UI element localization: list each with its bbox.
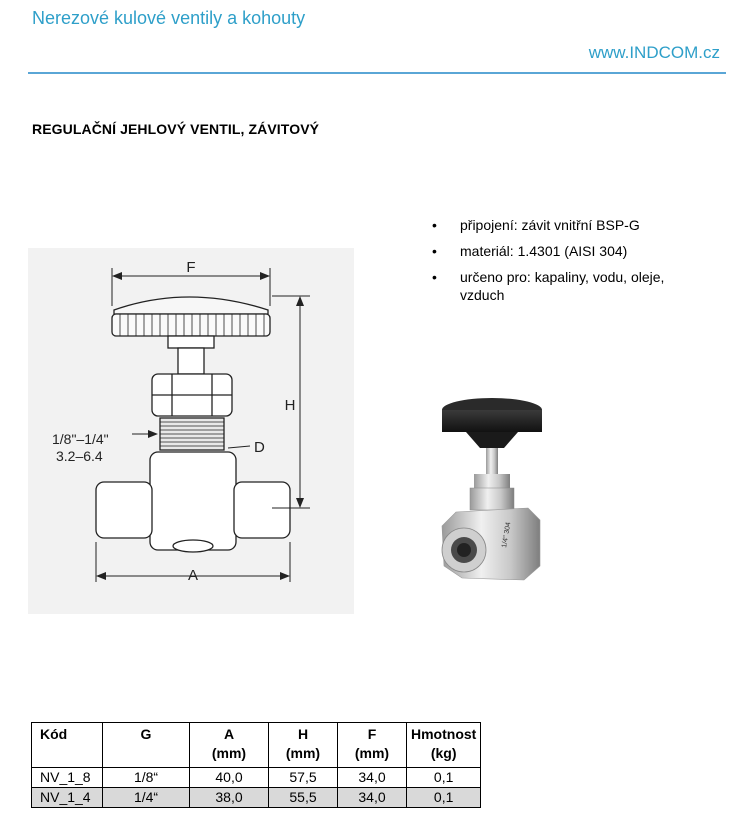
technical-drawing	[28, 248, 354, 614]
feature-item: • určeno pro: kapaliny, vodu, oleje, vzduch	[430, 268, 700, 304]
dimension-label-f: F	[186, 259, 196, 276]
header-cell-kod	[32, 723, 103, 768]
header-cell-f	[338, 723, 407, 768]
dimension-label-d: D	[254, 439, 265, 456]
header-title: Nerezové kulové ventily a kohouty	[32, 8, 306, 28]
dimension-range-inch: 1/8"–1/4"	[52, 431, 109, 447]
photo-marking: 1/4" 304	[501, 521, 513, 549]
cell-h: 55,5	[269, 788, 338, 808]
table-header-row	[32, 723, 481, 768]
cell-f: 34,0	[338, 768, 407, 788]
table-row	[32, 788, 481, 808]
cell-kod: NV_1_8	[32, 768, 103, 788]
specs-table	[31, 722, 481, 808]
cell-weight: 0,1	[407, 768, 481, 788]
dimension-label-h: H	[284, 397, 296, 414]
header-unit: (mm)	[211, 745, 247, 761]
header-unit: (mm)	[354, 745, 390, 761]
cell-a: 40,0	[190, 768, 269, 788]
product-photo	[428, 388, 553, 588]
cell-h: 57,5	[269, 768, 338, 788]
product-title: REGULAČNÍ JEHLOVÝ VENTIL, ZÁVITOVÝ	[32, 121, 320, 137]
cell-f: 34,0	[338, 788, 407, 808]
header-url[interactable]: www.INDCOM.cz	[588, 43, 720, 62]
header-cell-weight	[407, 723, 481, 768]
dimension-range-mm: 3.2–6.4	[56, 448, 103, 464]
cell-weight: 0,1	[407, 788, 481, 808]
cell-a: 38,0	[190, 788, 269, 808]
header-label: Hmotnost	[411, 726, 477, 742]
header-label: A	[223, 726, 235, 742]
cell-g: 1/8“	[103, 768, 190, 788]
dimension-label-a: A	[187, 567, 199, 584]
header-unit: (mm)	[285, 745, 321, 761]
header-cell-h	[269, 723, 338, 768]
header-unit: (kg)	[430, 745, 457, 761]
header-divider	[28, 72, 726, 74]
cell-g: 1/4“	[103, 788, 190, 808]
header-label: H	[297, 726, 309, 742]
header-label: F	[367, 726, 377, 742]
feature-item: • materiál: 1.4301 (AISI 304)	[430, 242, 700, 260]
header-cell-g	[103, 723, 190, 768]
cell-kod: NV_1_4	[32, 788, 103, 808]
header-cell-a	[190, 723, 269, 768]
feature-list	[430, 216, 700, 312]
feature-item: • připojení: závit vnitřní BSP-G	[430, 216, 700, 234]
header-label: Kód	[40, 726, 68, 742]
table-row	[32, 768, 481, 788]
header-label: G	[140, 726, 152, 742]
